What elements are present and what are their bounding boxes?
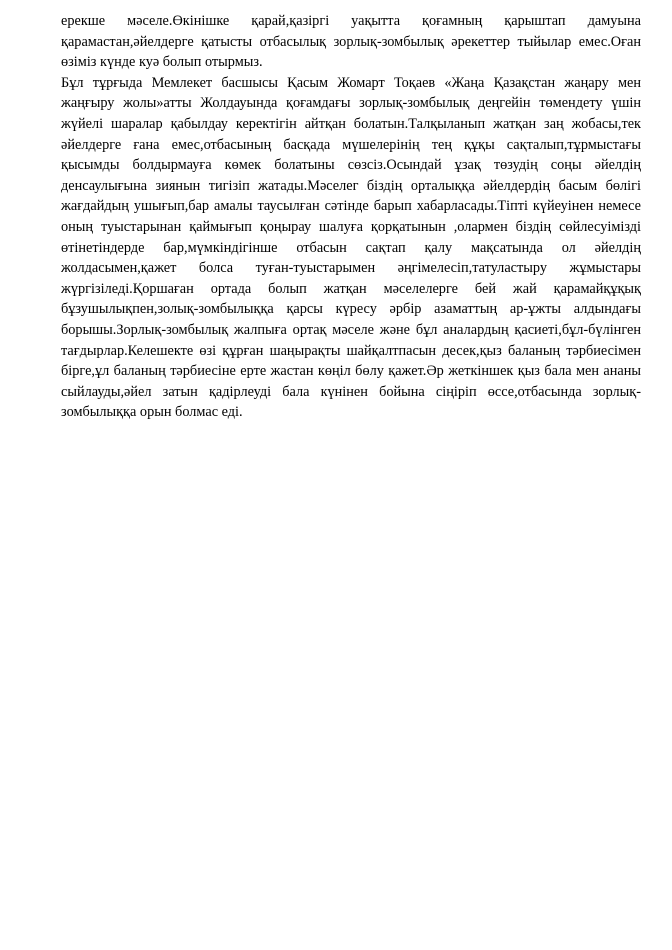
paragraph-2: Бұл тұрғыда Мемлекет басшысы Қасым Жомарт Тоқаев «Жаңа Қазақстан жаңару мен жаңғыру жолы»атты Жолдауында қоғамдағы зорлық-зомбылық деңгейін төмендету үшін жүйелі шаралар қабылдау керектігін айтқан болатын.Талқыланып жатқан заң жобасы,тек әйелдерге ғана емес,отбасының басқада мүшелерінің тең құқы сақталып,тұрмыстағы қысымды болдырмауға көмек болатыны сөзсіз.Осындай ұзақ төзудің соңы әйелдің денсаулығына зиянын тигізіп жатады.Мәселег біздің орталыққа әйелдердің басым бөлігі жағдайдың ушығып,бар амалы таусылған сәтінде барып хабарласады.Тіпті күйеуінен немесе оның туыстарынан қаймығып қоңырау шалуға қорқатынын ,олармен біздің сөйлесуімізді өтінетіндерде бар,мүмкіндігінше отбасын сақтап қалу мақсатында ол әйелдің жолдасымен,қажет болса туған-туыстарымен әңгімелесіп,татуластыру жұмыстары жүргізіледі.Қоршаған ортада болып жатқан мәселелерге бей жай қарамайқұқық бұзушылықпен,золық-зомбылыққа қарсы күресу әрбір азаматтың ар-ұжты алдындағы борышы.Зорлық-зомбылық жалпыға ортақ мәселе және бұл аналардың қасиеті,бұл-бүлінген тағдырлар.Келешекте өзі құрған шаңырақты шайқалтпасын десек,қыз баланың тәрбиесімен бірге,ұл баланың тәрбиесіне ерте жастан көңіл бөлу қажет.Әр жеткіншек қыз бала мен ананы сыйлауды,әйел затын қадірлеуді бала күнінен бойына сіңіріп өссе,отбасында зорлық-зомбылыққа орын болмас еді.: [61, 74, 641, 421]
document-page: [61, 11, 641, 423]
paragraph-1: ерекше мәселе.Өкінішке қарай,қазіргі уақытта қоғамның қарыштап дамуына қарамастан,әйелдерге қатысты отбасылық зорлық-зомбылық әрекеттер тыйылар емес.Оған өзіміз күнде куә болып отырмыз.: [61, 13, 641, 71]
